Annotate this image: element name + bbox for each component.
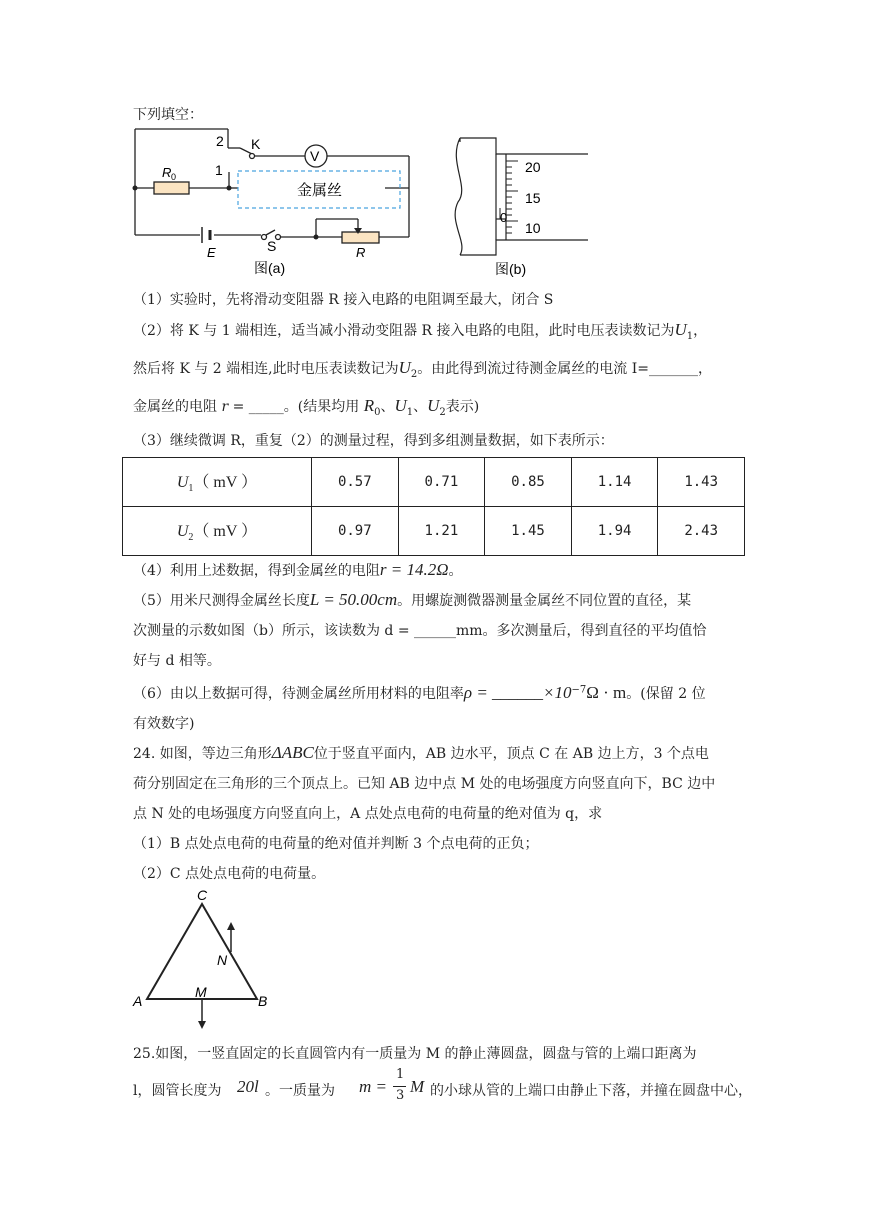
q24-line2: 荷分别固定在三角形的三个顶点上。已知 AB 边中点 M 处的电场强度方向竖直向下，BC 边中 [133,776,716,792]
r0-label: R [162,165,172,180]
figure-b-micrometer [448,132,590,278]
table-header-u2: $U_2$（ mV ） [123,507,312,556]
q23-part1: （1）实验时，先将滑动变阻器 R 接入电路的电阻调至最大，闭合 S [133,292,554,308]
measurement-table [122,457,745,556]
point-m-label: M [195,984,207,1000]
figure-a-circuit [128,126,428,278]
table-cell: 2.43 [658,507,745,556]
figure-a-caption: 图(a) [254,260,286,276]
voltmeter-label: V [310,148,320,164]
intro-text: 下列填空： [133,107,203,123]
micrometer-tick-15: 15 [525,190,541,206]
switch-s-label: S [267,238,277,254]
q24-line1: 24. 如图，等边三角形ΔABC位于竖直平面内，AB 边水平，顶点 C 在 AB 边上方，3 个点电 [133,743,709,762]
table-header-u1: $U_1$（ mV ） [123,458,312,507]
table-cell: 0.97 [312,507,399,556]
q23-part5-line2: 次测量的示数如图（b）所示，该读数为 d = ______mm。多次测量后，得到直径的平均值恰 [133,623,707,639]
table-cell: 1.94 [571,507,658,556]
metal-wire-label: 金属丝 [297,182,343,199]
switch-k-label: K [251,136,261,152]
emf-label: E [207,245,216,260]
q24-subq1: （1）B 点处点电荷的电荷量的绝对值并判断 3 个点电荷的正负； [133,836,539,852]
q23-part2-line3: 金属丝的电阻 r = _____。(结果均用 $R_0$、$U_1$、$U_2$表示) [133,396,480,418]
table-cell: 1.43 [658,458,745,507]
micrometer-tick-10: 10 [525,220,541,236]
q23-part4: （4）利用上述数据，得到金属丝的电阻r = 14.2Ω。 [133,560,463,579]
micrometer-zero: 0 [500,210,508,225]
q23-part3: （3）继续微调 R，重复（2）的测量过程，得到多组测量数据，如下表所示： [133,433,614,449]
vertex-c-label: C [197,887,208,903]
q23-part5-line1: （5）用米尺测得金属丝长度L = 50.00cm。用螺旋测微器测量金属丝不同位置的直径，某 [133,590,692,609]
table-cell: 0.57 [312,458,399,507]
point-n-label: N [217,952,228,968]
table-cell: 1.45 [485,507,572,556]
q23-part6-line1: （6）由以上数据可得，待测金属丝所用材料的电阻率$\rho = \_\_\_\_\_\_\times 10^{-7}\Omega \cdot m$。(保留 2 位 [133,683,706,702]
q23-part5-line3: 好与 d 相等。 [133,653,221,669]
table-cell: 1.14 [571,458,658,507]
q23-part2-line1: （2）将 K 与 1 端相连，适当减小滑动变阻器 R 接入电路的电阻，此时电压表读数记为$U_1$， [133,320,708,342]
q24-subq2: （2）C 点处点电荷的电荷量。 [133,866,326,882]
micrometer-tick-20: 20 [525,159,541,175]
figure-triangle-abc [130,885,280,1030]
table-cell: 0.71 [398,458,485,507]
terminal-1-label: 1 [215,162,223,178]
vertex-a-label: A [133,993,143,1009]
vertex-b-label: B [258,993,268,1009]
q23-part6-line2: 有效数字) [133,716,195,732]
r0-subscript: 0 [171,172,177,182]
table-cell: 1.21 [398,507,485,556]
q24-line3: 点 N 处的电场强度方向竖直向上，A 点处点电荷的电荷量的绝对值为 q，求 [133,806,603,822]
figure-b-caption: 图(b) [495,261,527,277]
terminal-2-label: 2 [216,133,224,149]
table-row-u2 [123,507,745,556]
q25-line1: 25.如图，一竖直固定的长直圆管内有一质量为 M 的静止薄圆盘，圆盘与管的上端口距离为 [133,1046,697,1062]
q23-part2-line2: 然后将 K 与 2 端相连,此时电压表读数记为$U_2$。由此得到流过待测金属丝的电流 I=_______， [133,358,712,380]
table-cell: 0.85 [485,458,572,507]
rheostat-label: R [356,245,366,260]
table-row-u1 [123,458,745,507]
